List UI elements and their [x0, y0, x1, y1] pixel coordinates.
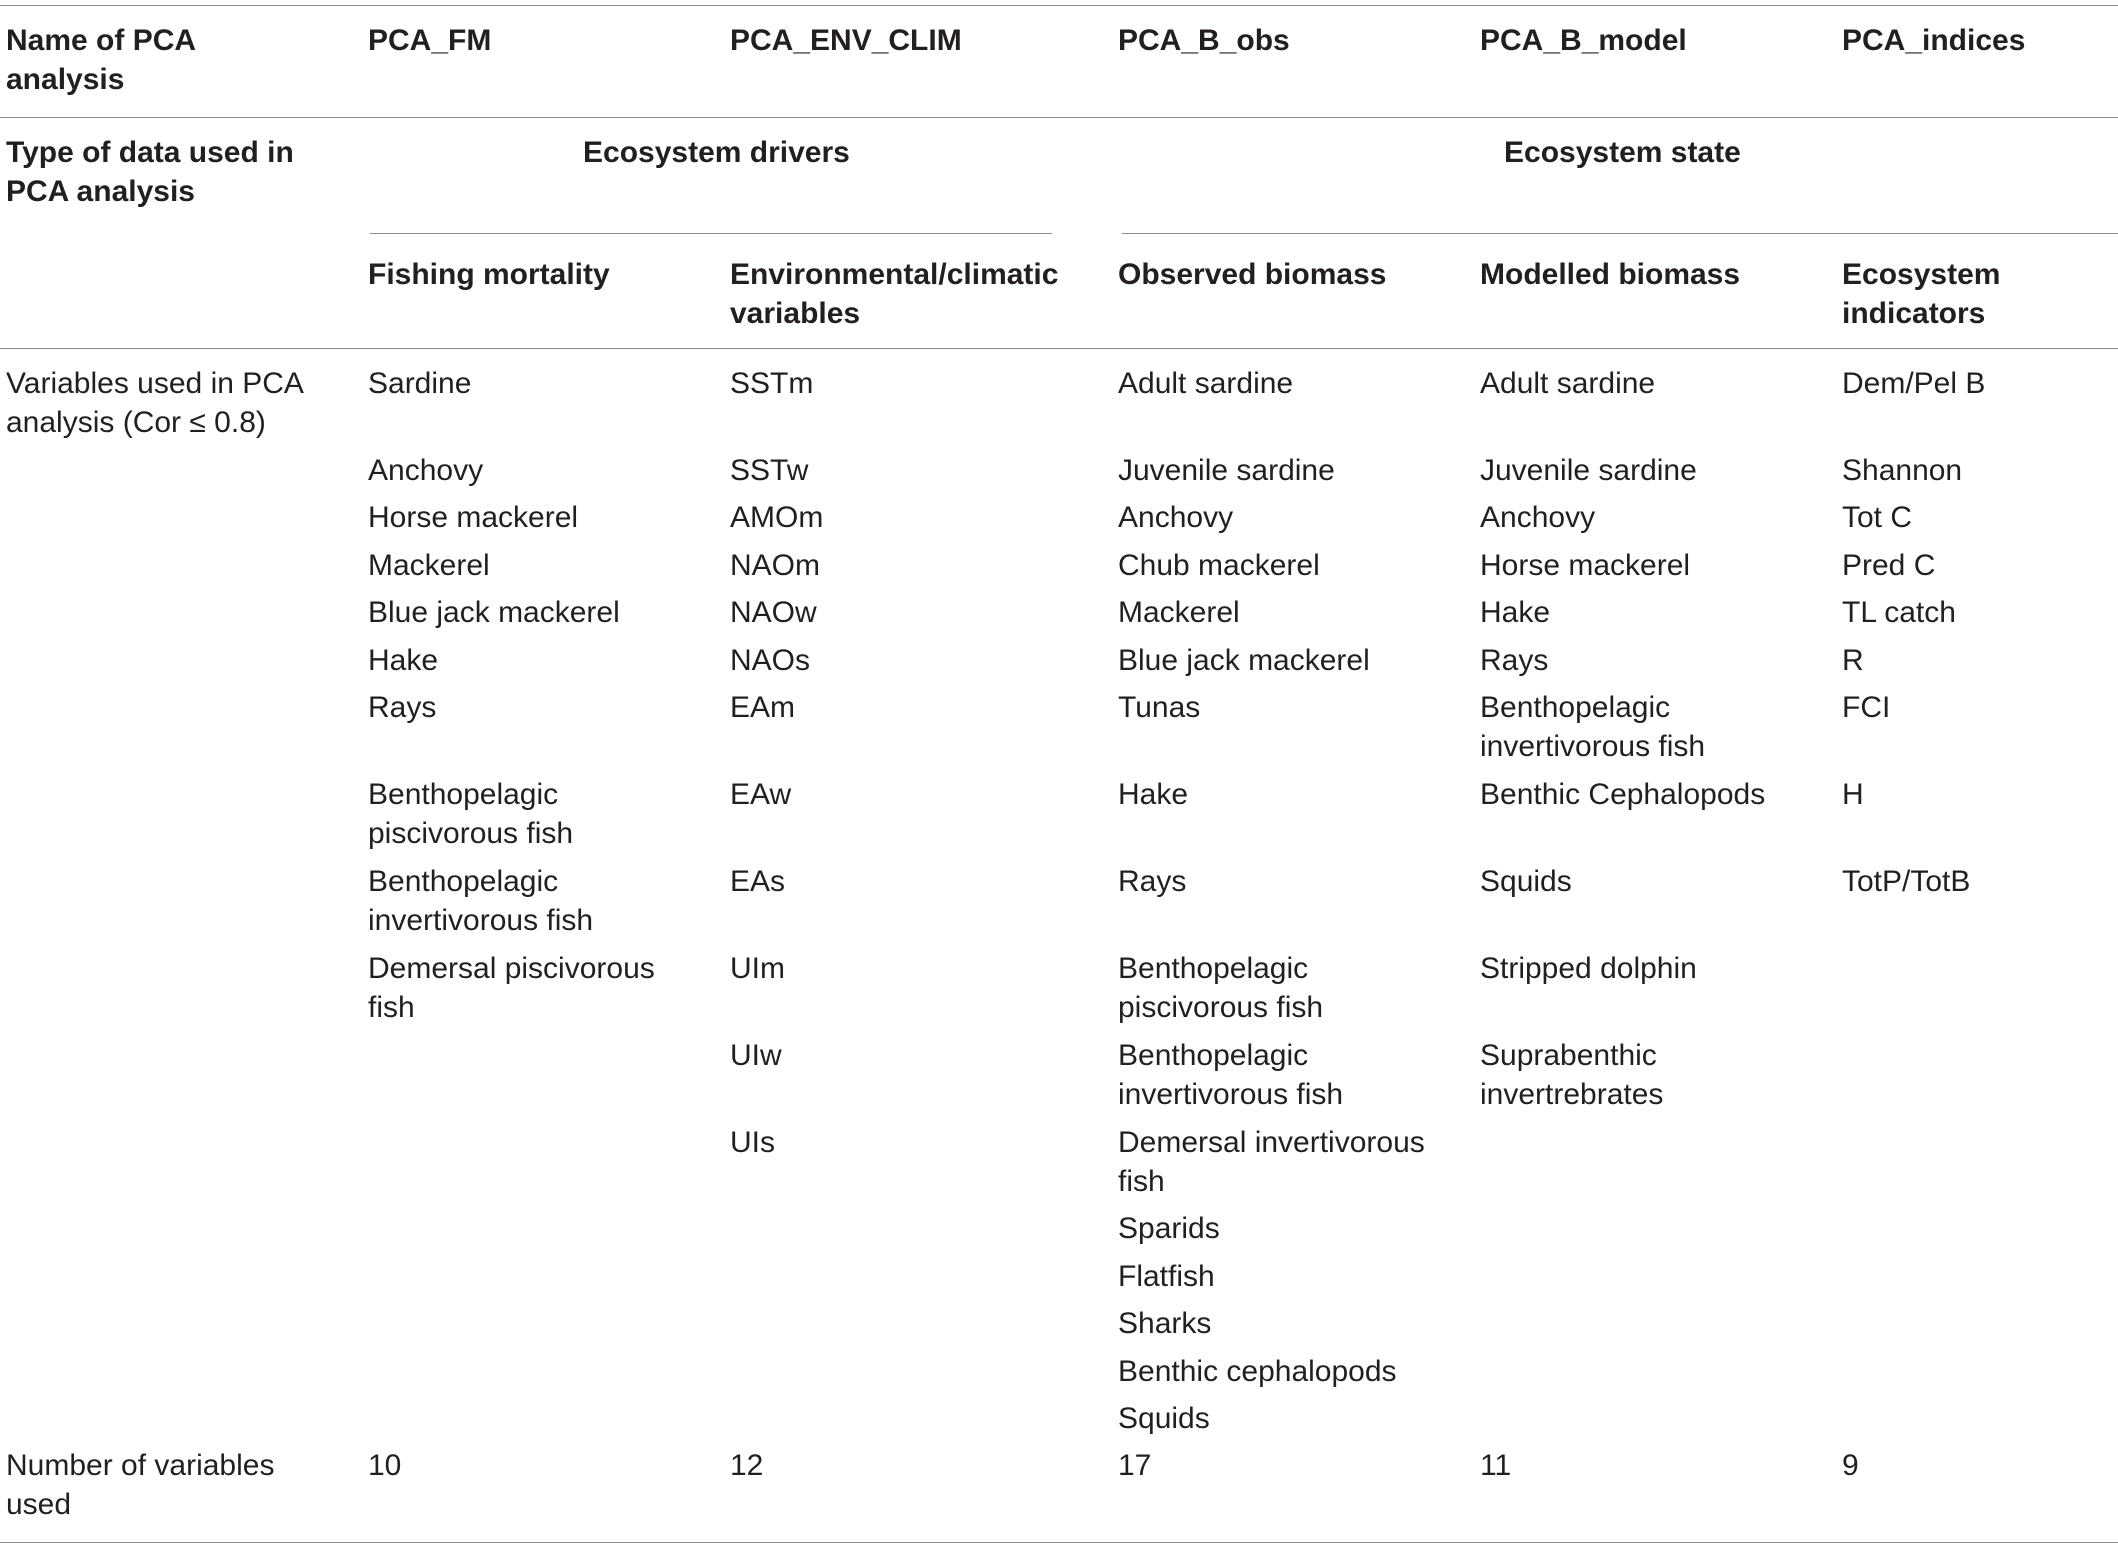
body-row-label [6, 364, 304, 442]
count-fm: 10 [368, 1449, 402, 1482]
list-item: Demersal invertivorous [1118, 1126, 1425, 1159]
list-item: Blue jack mackerel [368, 596, 620, 629]
list-item: Chub mackerel [1118, 549, 1320, 582]
list-item: Juvenile sardine [1480, 454, 1697, 487]
label-line: Ecosystem [1842, 258, 2001, 291]
list-item: Benthopelagic [1118, 952, 1309, 985]
label-line: indicators [1842, 297, 1986, 330]
list-item: Benthic cephalopods [1118, 1355, 1397, 1388]
list-item: UIm [730, 952, 785, 985]
top-rule [0, 5, 2118, 6]
count-model: 11 [1480, 1449, 1512, 1482]
label-line: used [6, 1488, 72, 1521]
subheader-modelled-biomass [1480, 255, 1740, 294]
list-item: FCI [1842, 691, 1891, 724]
list-item: piscivorous fish [1118, 991, 1324, 1024]
list-item: Horse mackerel [368, 501, 579, 534]
group-ecosystem-state: Ecosystem state [1504, 136, 1741, 169]
list-item: Sparids [1118, 1212, 1220, 1245]
list-item: Hake [1480, 596, 1551, 629]
label-line: Variables used in PCA [6, 367, 304, 400]
list-item: TotP/TotB [1842, 865, 1971, 898]
list-item: Dem/Pel B [1842, 367, 1986, 400]
list-item: Adult sardine [1118, 367, 1294, 400]
label-line: Number of variables [6, 1449, 275, 1482]
list-item: Benthopelagic [368, 865, 559, 898]
col-pca-env-clim: PCA_ENV_CLIM [730, 24, 962, 57]
label-line: Fishing mortality [368, 258, 610, 291]
header-rule-2 [0, 348, 2118, 349]
list-item: fish [368, 991, 415, 1024]
list-item: SSTm [730, 367, 814, 400]
list-item: AMOm [730, 501, 824, 534]
list-item: Squids [1118, 1402, 1210, 1435]
list-item: invertivorous fish [1480, 730, 1706, 763]
list-item: Mackerel [1118, 596, 1240, 629]
list-item: Mackerel [368, 549, 490, 582]
header-rule-1 [0, 117, 2118, 118]
list-item: Anchovy [368, 454, 484, 487]
footer-row-label [6, 1446, 274, 1524]
list-item: Benthopelagic [1480, 691, 1671, 724]
list-item: NAOm [730, 549, 820, 582]
subheader-environmental [730, 255, 1058, 333]
label-line: Modelled biomass [1480, 258, 1741, 291]
list-item: NAOw [730, 596, 817, 629]
list-item: EAm [730, 691, 796, 724]
col-pca-b-model: PCA_B_model [1480, 24, 1687, 57]
list-item: UIw [730, 1039, 782, 1072]
label-line: analysis [6, 63, 125, 96]
list-item: Demersal piscivorous [368, 952, 655, 985]
list-item: SSTw [730, 454, 809, 487]
subheader-ecosystem-indicators [1842, 255, 2000, 333]
list-item: Rays [1480, 644, 1549, 677]
list-item: EAs [730, 865, 786, 898]
list-item: Adult sardine [1480, 367, 1656, 400]
list-item: Hake [368, 644, 439, 677]
list-item: Tot C [1842, 501, 1913, 534]
drivers-group-rule [370, 233, 1052, 234]
label-line: Observed biomass [1118, 258, 1387, 291]
list-item: Tunas [1118, 691, 1201, 724]
list-item: invertivorous fish [1118, 1078, 1344, 1111]
list-item: R [1842, 644, 1864, 677]
list-item: Rays [1118, 865, 1187, 898]
list-item: piscivorous fish [368, 817, 574, 850]
list-item: Rays [368, 691, 437, 724]
list-item: Suprabenthic [1480, 1039, 1657, 1072]
state-group-rule [1122, 233, 2118, 234]
count-indices: 9 [1842, 1449, 1859, 1482]
list-item: EAw [730, 778, 792, 811]
count-obs: 17 [1118, 1449, 1152, 1482]
list-item: Benthic Cephalopods [1480, 778, 1766, 811]
list-item: UIs [730, 1126, 775, 1159]
list-item: Benthopelagic [368, 778, 559, 811]
label-line: Type of data used in [6, 136, 294, 169]
header-label-type [6, 133, 294, 211]
list-item: Pred C [1842, 549, 1936, 582]
col-pca-fm: PCA_FM [368, 24, 492, 57]
list-item: Squids [1480, 865, 1572, 898]
label-line: Environmental/climatic [730, 258, 1059, 291]
group-ecosystem-drivers: Ecosystem drivers [583, 136, 850, 169]
list-item: fish [1118, 1165, 1165, 1198]
count-env: 12 [730, 1449, 764, 1482]
list-item: Blue jack mackerel [1118, 644, 1370, 677]
list-item: Anchovy [1118, 501, 1234, 534]
col-pca-b-obs: PCA_B_obs [1118, 24, 1290, 57]
col-pca-indices: PCA_indices [1842, 24, 2026, 57]
subheader-fishing-mortality [368, 255, 610, 294]
label-line: PCA analysis [6, 175, 195, 208]
list-item: Horse mackerel [1480, 549, 1691, 582]
list-item: Sharks [1118, 1307, 1212, 1340]
header-label-name [6, 21, 196, 99]
list-item: Sardine [368, 367, 472, 400]
list-item: Flatfish [1118, 1260, 1215, 1293]
list-item: Juvenile sardine [1118, 454, 1335, 487]
list-item: Anchovy [1480, 501, 1596, 534]
subheader-observed-biomass [1118, 255, 1386, 294]
label-line: analysis (Cor ≤ 0.8) [6, 406, 266, 439]
list-item: Benthopelagic [1118, 1039, 1309, 1072]
list-item: invertivorous fish [368, 904, 594, 937]
list-item: Shannon [1842, 454, 1963, 487]
list-item: TL catch [1842, 596, 1956, 629]
list-item: invertrebrates [1480, 1078, 1664, 1111]
bottom-rule [0, 1542, 2118, 1543]
list-item: Stripped dolphin [1480, 952, 1697, 985]
label-line: Name of PCA [6, 24, 197, 57]
list-item: NAOs [730, 644, 811, 677]
label-line: variables [730, 297, 861, 330]
list-item: Hake [1118, 778, 1189, 811]
list-item: H [1842, 778, 1864, 811]
